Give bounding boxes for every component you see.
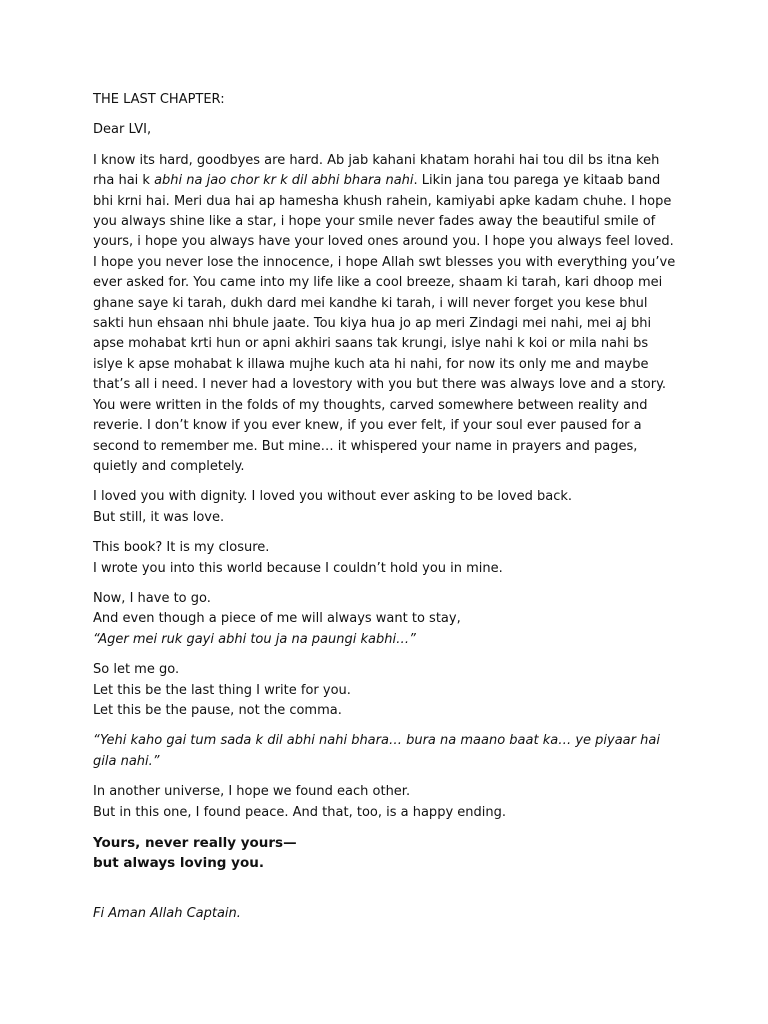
paragraph-line: I wrote you into this world because I couldn’t hold you in mine.: [93, 560, 503, 576]
paragraph-let-go: [93, 660, 678, 721]
paragraph-line: And even though a piece of me will always want to stay,: [93, 611, 461, 627]
paragraph-line: So let me go.: [93, 662, 180, 678]
paragraph-line: But in this one, I found peace. And that, too, is a happy ending.: [93, 804, 506, 820]
chapter-title: THE LAST CHAPTER:: [93, 92, 225, 107]
paragraph-line: In another universe, I hope we found each other.: [93, 784, 411, 800]
paragraph-line: Let this be the last thing I write for you.: [93, 682, 351, 698]
paragraph-line: Now, I have to go.: [93, 590, 211, 606]
paragraph-main-text-a: I know its hard, goodbyes are hard. Ab jab kahani khatam horahi hai tou dil bs itna keh rha hai k: [93, 152, 660, 189]
signoff: Fi Aman Allah Captain.: [93, 905, 241, 921]
paragraph-main-text-c: . Likin jana tou parega ye kitaab band bhi krni hai. Meri dua hai ap hamesha khush rahein, kamiyabi apke kadam chuhe. I hope you always shine like a star, i hope your smile never fades away the beautiful smile of yours, i hope you always have your loved ones around you. I hope you always feel loved. I hope you never lose the innocence, i hope Allah swt blesses you with everything you’ve ever asked for. You came into my life like a cool breeze, shaam ki tarah, kari dhoop mei ghane saye ki tarah, dukh dard mei kandhe ki tarah, i will never forget you kese bhul sakti hun ehsaan nhi bhule jaate. Tou kiya hua jo ap meri Zindagi mei nahi, mei aj bhi apse mohabat krti hun or apni akhiri saans tak krungi, islye nahi k koi or mila nahi bs islye k apse mohabat k illawa mujhe kuch ata hi nahi, for now its only me and maybe that’s all i need. I never had a lovestory with you but there was always love and a story. You were written in the folds of my thoughts, carved somewhere between reality and reverie. I don’t know if you ever knew, if you ever felt, if your soul ever paused for a second to remember me. But mine… it whispered your name in prayers and pages, quietly and completely.: [93, 173, 676, 474]
document-page: [93, 90, 678, 934]
paragraph-main: [93, 151, 678, 478]
closing-line: Yours, never really yours—: [93, 835, 297, 851]
paragraph-closure: [93, 538, 678, 579]
paragraph-line: I loved you with dignity. I loved you without ever asking to be loved back.: [93, 489, 573, 505]
closing-line: but always loving you.: [93, 855, 264, 872]
salutation: Dear LVI,: [93, 122, 152, 138]
closing-lines: [93, 833, 678, 874]
spacer: [93, 884, 678, 904]
paragraph-line: But still, it was love.: [93, 509, 225, 525]
paragraph-line: Let this be the pause, not the comma.: [93, 702, 342, 718]
quote-paragraph: “Yehi kaho gai tum sada k dil abhi nahi bhara… bura na maano baat ka… ye piyaar hai gila nahi.”: [93, 733, 660, 769]
paragraph-line: This book? It is my closure.: [93, 540, 270, 556]
quote-line: “Ager mei ruk gayi abhi tou ja na paungi kabhi…”: [93, 631, 416, 647]
paragraph-universe: [93, 782, 678, 823]
paragraph-dignity: [93, 487, 678, 528]
paragraph-main-italic-phrase: abhi na jao chor kr k dil abhi bhara nahi: [154, 173, 414, 189]
paragraph-goodbye: [93, 589, 678, 650]
